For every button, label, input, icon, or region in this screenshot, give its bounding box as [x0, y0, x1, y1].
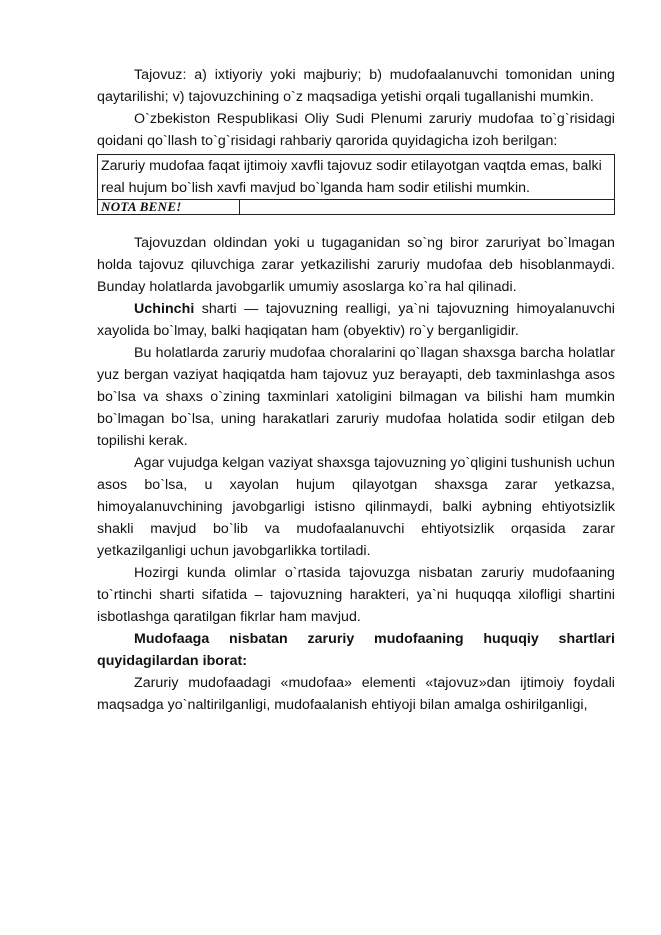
last-term-tajovuz: tajovuz: [433, 675, 479, 691]
section-heading: Mudofaaga nisbatan zaruriy mudofaaning huquqiy shartlari quyidagilardan iborat:: [97, 631, 615, 669]
nota-bene-text: Zaruriy mudofaa faqat ijtimoiy xavfli tajovuz sodir etilayotgan vaqtda emas, balki real hujum bo`lish xavfi mavjud bo`lganda ham sodir etilishi mumkin.: [98, 155, 615, 200]
spacer: [97, 220, 615, 232]
last-suffix: »dan ijtimoiy foydali maqsadga yo`naltirilganligi, mudofaalanish ehtiyoji bilan amalga oshirilganligi,: [97, 675, 615, 713]
paragraph-imaginary-attack: Agar vujudga kelgan vaziyat shaxsga tajovuzning yo`qligini tushunish uchun asos bo`lsa, u xayolan hujum qilayotgan shaxsga zarar yetkazsa, himoyalanuvchining javobgarligi istisno qilinmaydi, balki aybning ehtiyotsizlik shakli mavjud bo`lib va mudofaalanuvchi ehtiyotsizlik orqasida zarar yetkazilganligi uchun javobgarlikka tortiladi.: [97, 455, 615, 559]
nota-bene-empty-cell: [240, 200, 615, 215]
nota-bene-label: NOTA BENE!: [98, 200, 240, 215]
paragraph-error-assumption: Bu holatlarda zaruriy mudofaa choralarini qo`llagan shaxsga barcha holatlar yuz bergan vaziyat haqiqatda ham tajovuz yuz berayapti, deb taxminlashga asos bo`lsa va shaxs o`zining taxminlari xatoligini bilmagan va bilishi ham mumkin bo`lmagan bo`lsa, uning harakatlari zaruriy mudofaa holatida sodir etilgan deb topilishi kerak.: [97, 345, 615, 449]
last-term-mudofaa: mudofaa: [288, 675, 345, 691]
paragraph-fourth-condition: Hozirgi kunda olimlar o`rtasida tajovuzga nisbatan zaruriy mudofaaning to`rtinchi sharti sifatida – tajovuzning harakteri, ya`ni huquqqa xilofligi shartini isbotlashga qaratilgan fikrlar ham mavjud.: [97, 565, 615, 625]
paragraph-last: [97, 672, 615, 716]
document-page: [97, 64, 615, 716]
last-prefix: Zaruriy mudofaadagi «: [134, 675, 289, 691]
paragraph-supreme-court: O`zbekiston Respublikasi Oliy Sudi Plenumi zaruriy mudofaa to`g`risidagi qoidani qo`llash to`g`risidagi rahbariy qarorida quyidagicha izoh berilgan:: [97, 111, 615, 149]
last-middle: » elementi «: [344, 675, 434, 691]
paragraph-attack-types: Tajovuz: a) ixtiyoriy yoki majburiy; b) mudofaalanuvchi tomonidan uning qaytarilishi; v) tajovuzchining o`z maqsadiga yetishi orqali tugallanishi mumkin.: [97, 67, 615, 105]
third-condition-bold: Uchinchi: [134, 301, 195, 317]
paragraph-third-condition: [97, 298, 615, 342]
paragraph-before-after-attack: Tajovuzdan oldindan yoki u tugaganidan so`ng biror zaruriyat bo`lmagan holda tajovuz qiluvchiga zarar yetkazilishi zaruriy mudofaa deb hisoblanmaydi. Bunday holatlarda javobgarlik umumiy asoslarga ko`ra hal qilinadi.: [97, 235, 615, 295]
third-condition-text: sharti — tajovuzning realligi, ya`ni tajovuzning himoyalanuvchi xayolida bo`lmay, balki haqiqatan ham (obyektiv) ro`y berganligidir.: [97, 301, 615, 339]
nota-bene-box: [97, 154, 615, 215]
